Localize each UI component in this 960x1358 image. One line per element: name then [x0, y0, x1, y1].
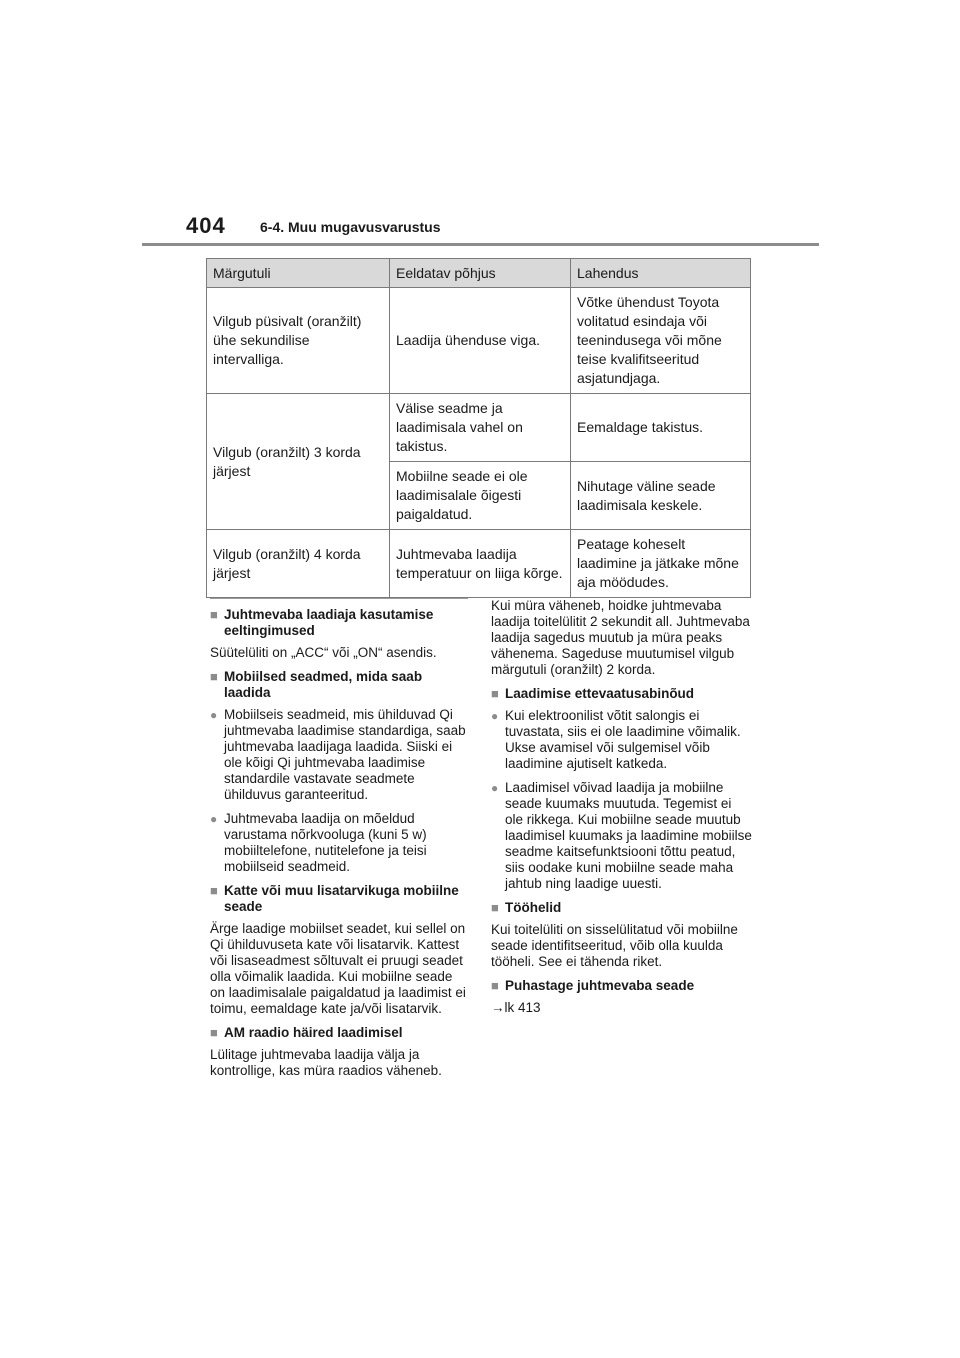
paragraph: Lülitage juhtmevaba laadija välja ja kontrollige, kas müra raadios väheneb. — [210, 1047, 442, 1078]
circle-bullet-icon: ● — [210, 812, 218, 826]
list-item: ● Laadimisel võivad laadija ja mobiilne seade kuumaks muutuda. Tegemist ei ole rikkega. Kui mobiilne seade muutub laadimisel kuumaks ja laadimine mobiilse seadme kaitsefunktsiooni tõttu peatud, siis oodake kuni mobiilne seade maha jahtub ning laadige uuesti. — [491, 780, 752, 891]
table-cell-solution: Nihutage väline seade laadimisala keskele. — [571, 462, 751, 530]
circle-bullet-icon: ● — [491, 709, 499, 723]
table-cell-solution: Peatage koheselt laadimine ja jätkake mõne aja möödudes. — [571, 530, 751, 598]
table-cell-indicator: Vilgub püsivalt (oranžilt) ühe sekundilise intervalliga. — [207, 288, 390, 394]
section-heading: ■ Katte või muu lisatarvikuga mobiilne seade — [210, 883, 459, 914]
section-heading: ■ Tööhelid — [491, 900, 562, 915]
section-heading: ■ Laadimise ettevaatusabinõud — [491, 686, 695, 701]
table-header-row — [207, 259, 751, 288]
table-cell-solution: Eemaldage takistus. — [571, 394, 751, 462]
square-bullet-icon: ■ — [210, 669, 218, 684]
list-item: ● Mobiilseis seadmeid, mis ühilduvad Qi juhtmevaba laadimise standardiga, saab juhtmevaba laadijaga laadida. Siiski ei ole kõigi Qi juhtmevaba laadimise standardile vastavate seadmete ühilduvus garanteeritud. — [210, 707, 466, 802]
table-cell-cause: Laadija ühenduse viga. — [390, 288, 571, 394]
list-item: ● Kui elektroonilist võtit salongis ei tuvastata, siis ei ole laadimine võimalik. Ukse avamisel või sulgemisel võib laadimine ajutiselt katkeda. — [491, 708, 741, 771]
header-divider — [142, 243, 819, 246]
square-bullet-icon: ■ — [210, 883, 218, 898]
section-heading: ■ Mobiilsed seadmed, mida saab laadida — [210, 669, 423, 700]
page-number: 404 — [186, 213, 226, 238]
indicator-table — [206, 258, 751, 598]
list-item: ● Juhtmevaba laadija on mõeldud varustama nõrkvooluga (kuni 5 w) mobiiltelefone, nutitelefone ja teisi mobiilseid seadmeid. — [210, 811, 427, 874]
table-row — [207, 530, 751, 598]
table-header: Lahendus — [571, 259, 751, 288]
section-heading: ■ AM raadio häired laadimisel — [210, 1025, 403, 1040]
page-reference-link[interactable]: →lk 413 — [491, 1000, 541, 1015]
table-header: Märgutuli — [207, 259, 390, 288]
table-cell-cause: Välise seadme ja laadimisala vahel on takistus. — [390, 394, 571, 462]
table-cell-cause: Juhtmevaba laadija temperatuur on liiga kõrge. — [390, 530, 571, 598]
square-bullet-icon: ■ — [210, 1025, 218, 1040]
square-bullet-icon: ■ — [491, 978, 499, 993]
table-cell-indicator: Vilgub (oranžilt) 4 korda järjest — [207, 530, 390, 598]
square-bullet-icon: ■ — [210, 607, 218, 622]
paragraph: Kui müra väheneb, hoidke juhtmevaba laadija toitelülitit 2 sekundit all. Juhtmevaba laadija sagedus muutub ja müra peaks vähenema. Sageduse muutumisel vilgub märgutuli (oranžilt) 2 korda. — [491, 598, 750, 677]
paragraph: Kui toitelüliti on sisselülitatud või mobiilne seade identifitseeritud, võib olla kuulda tööheli. See ei tähenda riket. — [491, 922, 738, 969]
paragraph: Süütelüliti on „ACC“ või „ON“ asendis. — [210, 645, 437, 660]
table-cell-solution: Võtke ühendust Toyota volitatud esindaja või teenindusega või mõne teise kvalifitseeritud asjatundjaga. — [571, 288, 751, 394]
square-bullet-icon: ■ — [491, 900, 499, 915]
right-column — [491, 598, 753, 1024]
table-row — [207, 394, 751, 462]
table-cell-indicator: Vilgub (oranžilt) 3 korda järjest — [207, 394, 390, 530]
paragraph: Ärge laadige mobiilset seadet, kui sellel on Qi ühilduvuseta kate või lisatarvik. Kattest või lisaseadmest sõltuvalt ei pruugi seadet olla võimalik laadida. Kui mobiilne seade on laadimisalale paigaldatud ja laadimist ei toimu, eemaldage kate ja/või lisatarvik. — [210, 921, 466, 1016]
section-title: 6-4. Muu mugavusvarustus — [260, 219, 441, 235]
square-bullet-icon: ■ — [491, 686, 499, 701]
circle-bullet-icon: ● — [210, 708, 218, 722]
section-heading: ■ Puhastage juhtmevaba seade — [491, 978, 695, 993]
column-divider — [210, 598, 468, 599]
left-column — [210, 598, 468, 1087]
table-header: Eeldatav põhjus — [390, 259, 571, 288]
circle-bullet-icon: ● — [491, 781, 499, 795]
section-heading: ■ Juhtmevaba laadiaja kasutamise eeltingimused — [210, 607, 434, 638]
table-row — [207, 288, 751, 394]
table-cell-cause: Mobiilne seade ei ole laadimisalale õigesti paigaldatud. — [390, 462, 571, 530]
